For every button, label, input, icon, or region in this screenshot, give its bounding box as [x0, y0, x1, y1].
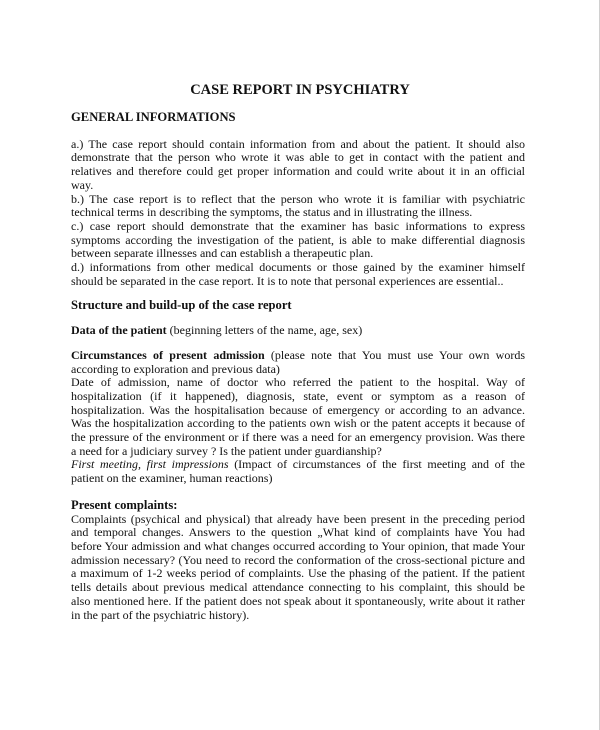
circumstances-note: (please note that You must use Your own words according to exploration and previous data)	[71, 347, 526, 376]
general-item-d: d.) informations from other medical documents or those gained by the examiner himself should be separated in the case report. It is to note that personal experiences are essential..	[71, 260, 525, 288]
circumstances-body: Date of admission, name of doctor who referred the patient to the hospital. Way of hospitalization (if it happened), diagnosis, state, event or symptom as a reason of hospitalization. Was the hospitalisation because of emergency or according to an advance. Was the hospitalization according to the patients own wish or the patent accepts it because of the pressure of the environment or if there was a need for an emergency provision. Was there a need for a judiciary survey ? Is the patient under guardianship?	[71, 375, 525, 458]
first-meeting-label: First meeting, first impressions	[71, 457, 229, 472]
patient-data-paragraph	[71, 324, 525, 338]
general-item-b: b.) The case report is to reflect that the person who wrote it is familiar with psychiatric technical terms in describing the symptoms, the status and in illustrating the illness.	[71, 191, 525, 220]
complaints-heading: Present complaints:	[71, 497, 178, 512]
document-body	[71, 111, 525, 622]
general-item-c: c.) case report should demonstrate that the examiner has basic informations to express symptoms according the investigation of the patient, is able to make differential diagnosis between separate illnesses and can establish a therapeutic plan.	[71, 218, 525, 261]
first-meeting-paragraph	[71, 458, 525, 485]
patient-data-label: Data of the patient	[71, 323, 167, 338]
complaints-body: Complaints (psychical and physical) that already have been present in the preceding period and temporal changes. Answers to the question „What kind of complaints have You had before Your admission and what changes occurred according to Your opinion, that made Your admission necessary? (You need to record the conformation of the cross-sectional picture and a maximum of 1-2 weeks period of complaints. Use the phasing of the patient. If the patient tells details about previous medical attendance connecting to his complaint, this should be also mentioned here. If the patient does not speak about it spontaneously, write about it rather in the part of the psychiatric history).	[71, 511, 525, 622]
document-title: CASE REPORT IN PSYCHIATRY	[190, 82, 410, 98]
first-meeting-text: (Impact of circumstances of the first meeting and of the patient on the examiner, human reactions)	[71, 457, 525, 486]
general-item-a: a.) The case report should contain information from and about the patient. It should also demonstrate that the person who wrote it was able to get in contact with the patient and relatives and therefore could get proper information and could write about it in an official way.	[71, 136, 525, 192]
general-heading: GENERAL INFORMATIONS	[71, 110, 236, 124]
circumstances-intro	[71, 349, 525, 376]
circumstances-label: Circumstances of present admission	[71, 347, 265, 362]
structure-heading: Structure and build-up of the case report	[71, 298, 292, 313]
patient-data-text: (beginning letters of the name, age, sex)	[166, 323, 363, 338]
